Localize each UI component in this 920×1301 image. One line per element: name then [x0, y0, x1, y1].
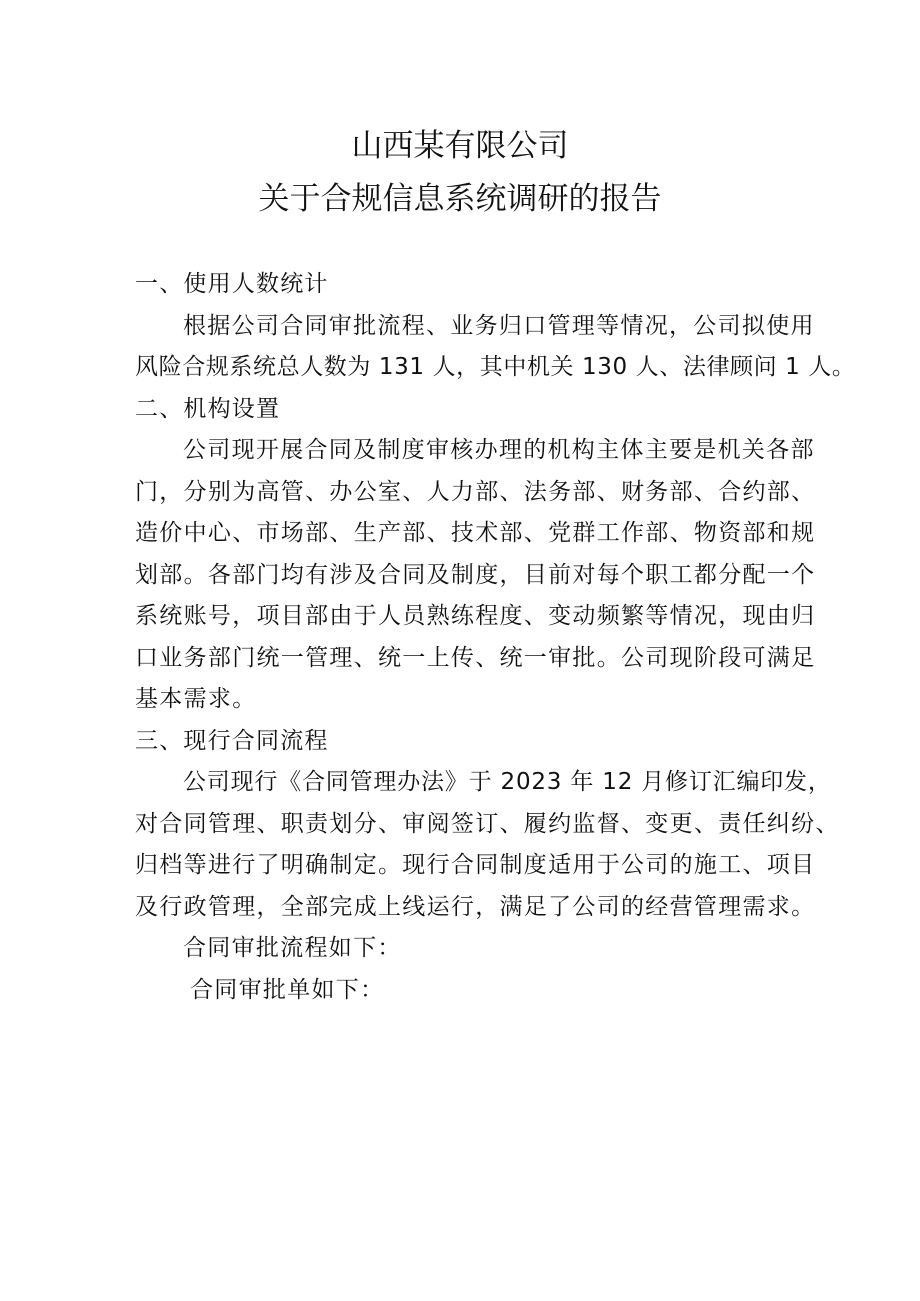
paragraph-line: 公司现开展合同及制度审核办理的机构主体主要是机关各部: [183, 437, 815, 463]
paragraph-line: 合同审批单如下：: [190, 976, 385, 1003]
document-title-subject: 关于合规信息系统调研的报告: [258, 181, 662, 217]
section-heading: 二、机构设置: [135, 395, 281, 422]
paragraph-line: 归档等进行了明确制定。现行合同制度适用于公司的施工、项目: [135, 852, 816, 878]
section-heading: 三、现行合同流程: [135, 727, 329, 754]
paragraph-line: 根据公司合同审批流程、业务归口管理等情况，公司拟使用: [183, 312, 815, 339]
paragraph-line: 系统账号，项目部由于人员熟练程度、变动频繁等情况，现由归: [135, 603, 816, 629]
paragraph-line: 造价中心、市场部、生产部、技术部、党群工作部、物资部和规: [135, 520, 816, 546]
paragraph-line: 及行政管理，全部完成上线运行，满足了公司的经营管理需求。: [135, 893, 816, 920]
paragraph-line: 合同审批流程如下：: [183, 935, 402, 961]
section-heading: 一、使用人数统计: [135, 271, 329, 297]
paragraph-line: 风险合规系统总人数为 131 人，其中机关 130 人、法律顾问 1 人。: [135, 354, 856, 380]
paragraph-line: 公司现行《合同管理办法》于 2023 年 12 月修订汇编印发，: [183, 769, 832, 795]
paragraph-line: 划部。各部门均有涉及合同及制度，目前对每个职工都分配一个: [135, 561, 816, 588]
document-title-company: 山西某有限公司: [351, 128, 569, 164]
paragraph-line: 口业务部门统一管理、统一上传、统一审批。公司现阶段可满足: [135, 644, 816, 671]
paragraph-line: 门，分别为高管、办公室、人力部、法务部、财务部、合约部、: [135, 478, 816, 505]
paragraph-line: 基本需求。: [135, 686, 257, 712]
document-body: [135, 264, 856, 1011]
paragraph-line: 对合同管理、职责划分、审阅签订、履约监督、变更、责任纠纷、: [135, 810, 840, 837]
